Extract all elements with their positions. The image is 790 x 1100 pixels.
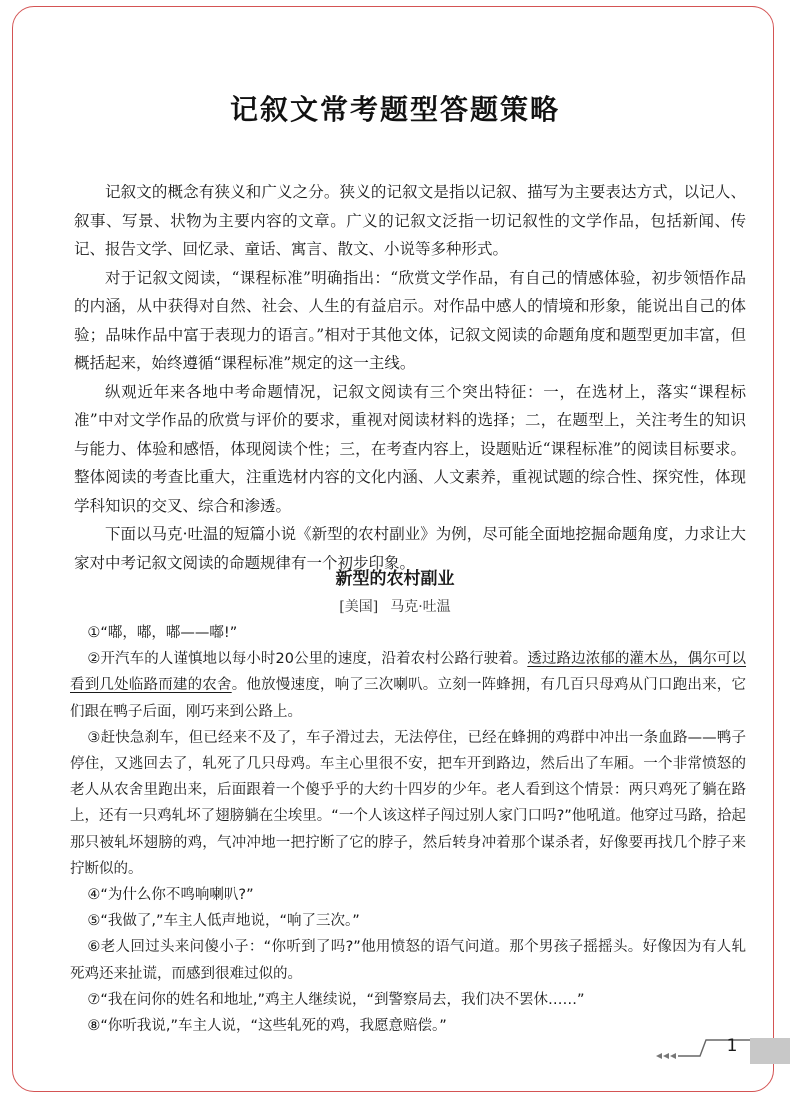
author-name: 马克·吐温 bbox=[390, 599, 451, 615]
story-text: 。他放慢速度，响了三次喇叭。立刻一阵蜂拥，有几百只母鸡从门口跑出来，它们跟在鸭子后面，刚巧来到公路上。 bbox=[70, 677, 746, 720]
underlined-sentence: 透过路边浓郁的灌木丛，偶尔可以看到几处临路而建的农舍 bbox=[70, 651, 747, 694]
story-author-line bbox=[0, 596, 790, 616]
story-paragraph: ③赶快急刹车，但已经来不及了，车子滑过去，无法停住，已经在蜂拥的鸡群中冲出一条血路——鸭子停住，又逃回去了，轧死了几只母鸡。车主心里很不安，把车开到路边，然后出了车厢。一个非常愤怒的老人从农舍里跑出来，后面跟着一个傻乎乎的大约十四岁的少年。老人看到这个情景：两只鸡死了躺在路上，还有一只鸡轧坏了翅膀躺在尘埃里。“一个人该这样子闯过别人家门口吗?”他吼道。他穿过马路，拾起那只被轧坏翅膀的鸡，气冲冲地一把拧断了它的脖子，然后转身冲着那个谋杀者，好像要再找几个脖子来拧断似的。 bbox=[70, 729, 746, 877]
story-text: ②开汽车的人谨慎地以每小时20公里的速度，沿着农村公路行驶着。 bbox=[87, 651, 528, 668]
story-paragraph: ④“为什么你不鸣响喇叭?” bbox=[87, 887, 254, 904]
intro-paragraph: 记叙文的概念有狭义和广义之分。狭义的记叙文是指以记叙、描写为主要表达方式，以记人、叙事、写景、状物为主要内容的文章。广义的记叙文泛指一切记叙性的文学作品，包括新闻、传记、报告文学、回忆录、童话、寓言、散文、小说等多种形式。 bbox=[74, 183, 746, 258]
story-paragraph: ⑤“我做了,”车主人低声地说，“响了三次。” bbox=[87, 913, 360, 930]
page-number: 1 bbox=[726, 1036, 738, 1056]
footer-tab bbox=[750, 1038, 790, 1064]
story-title: 新型的农村副业 bbox=[335, 569, 455, 589]
story-paragraph bbox=[70, 646, 746, 725]
author-country: [美国] bbox=[339, 599, 379, 615]
story-paragraph: ①“嘟，嘟，嘟——嘟!” bbox=[87, 625, 238, 641]
intro-paragraph: 下面以马克·吐温的短篇小说《新型的农村副业》为例，尽可能全面地挖掘命题角度，力求让大家对中考记叙文阅读的命题规律有一个初步印象。 bbox=[74, 525, 746, 572]
story-body bbox=[70, 620, 746, 1039]
intro-section bbox=[74, 178, 746, 577]
story-paragraph: ⑧“你听我说,”车主人说，“这些轧死的鸡，我愿意赔偿。” bbox=[87, 1018, 447, 1035]
story-paragraph: ⑦“我在问你的姓名和地址,”鸡主人继续说，“到警察局去，我们决不罢休……” bbox=[87, 991, 585, 1008]
story-paragraph: ⑥老人回过头来问傻小子：“你听到了吗?”他用愤怒的语气问道。那个男孩子摇摇头。好像因为有人轧死鸡还来扯谎，而感到很难过似的。 bbox=[70, 939, 746, 982]
intro-paragraph: 纵观近年来各地中考命题情况，记叙文阅读有三个突出特征：一，在选材上，落实“课程标准”中对文学作品的欣赏与评价的要求，重视对阅读材料的选择；二，在题型上，关注考生的知识与能力、体验和感悟，体现阅读个性；三，在考查内容上，设题贴近“课程标准”的阅读目标要求。整体阅读的考查比重大，注重选材内容的文化内涵、人文素养，重视试题的综合性、探究性，体现学科知识的交叉、综合和渗透。 bbox=[74, 382, 746, 515]
intro-paragraph: 对于记叙文阅读，“课程标准”明确指出：“欣赏文学作品，有自己的情感体验，初步领悟作品的内涵，从中获得对自然、社会、人生的有益启示。对作品中感人的情境和形象，能说出自己的体验；品味作品中富于表现力的语言。”相对于其他文体，记叙文阅读的命题角度和题型更加丰富，但概括起来，始终遵循“课程标准”规定的这一主线。 bbox=[74, 268, 746, 372]
page-title: 记叙文常考题型答题策略 bbox=[229, 93, 560, 126]
